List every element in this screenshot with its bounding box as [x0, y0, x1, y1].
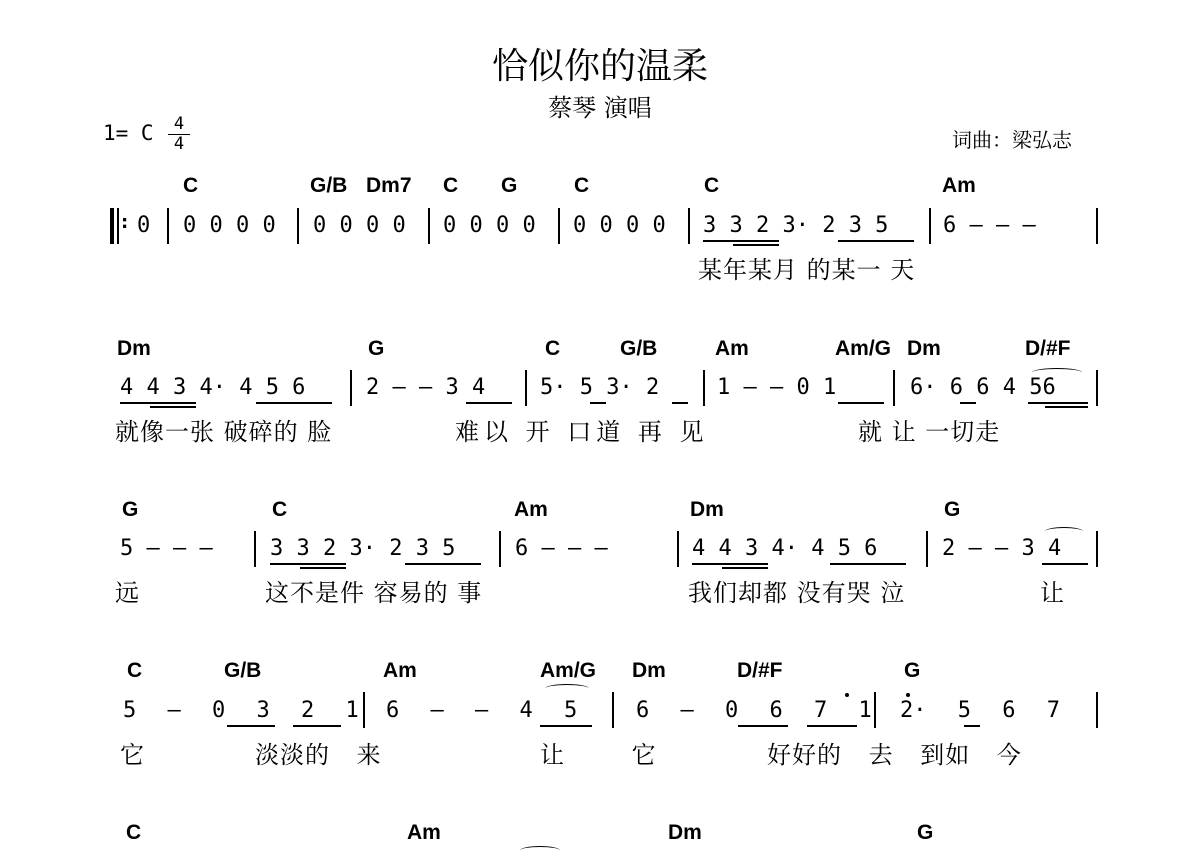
- chord: Am/G: [835, 337, 892, 360]
- slur: [1032, 368, 1082, 377]
- chord: G: [122, 498, 139, 521]
- chord: D/#F: [737, 659, 783, 682]
- beam: [300, 567, 346, 569]
- beam: [540, 725, 592, 727]
- slur: [545, 684, 589, 693]
- chord: G: [917, 821, 934, 844]
- measure: 2 – – 3 4: [942, 536, 1062, 561]
- barline: [363, 692, 365, 728]
- beam: [838, 402, 884, 404]
- beam: [960, 402, 976, 404]
- chord: C: [574, 174, 590, 197]
- beam: [227, 725, 275, 727]
- beam: [150, 406, 196, 408]
- chord: G: [944, 498, 961, 521]
- measure: 5 – – –: [120, 536, 213, 561]
- lyric: 远: [115, 579, 140, 607]
- beam: [722, 567, 768, 569]
- barline: [499, 531, 501, 567]
- measure: 0 0 0 0: [573, 213, 666, 238]
- beam: [1042, 563, 1088, 565]
- beam: [293, 725, 341, 727]
- chord: G: [501, 174, 518, 197]
- measure: 5· 5 3· 2: [540, 375, 660, 400]
- performer: 蔡琴 演唱: [548, 94, 652, 122]
- chord: Dm: [690, 498, 724, 521]
- chord: G/B: [310, 174, 348, 197]
- measure: 4 4 3 4· 4 5 6: [692, 536, 878, 561]
- lyric: 就像一张 破碎的 脸: [115, 418, 333, 446]
- barline: [688, 208, 690, 244]
- chord: G/B: [224, 659, 262, 682]
- measure: 1 – – 0 1: [717, 375, 837, 400]
- measure: 6 – 0 6 7 1: [636, 698, 872, 723]
- barline: [350, 370, 352, 406]
- credits: 词曲：梁弘志: [952, 128, 1072, 152]
- measure: 0 0 0 0: [183, 213, 276, 238]
- chord: Dm: [668, 821, 702, 844]
- chord: Dm: [632, 659, 666, 682]
- chord: C: [126, 821, 142, 844]
- barline: [1096, 531, 1098, 567]
- barline: [703, 370, 705, 406]
- barline: [893, 370, 895, 406]
- chord: Dm: [117, 337, 151, 360]
- chord: Am: [383, 659, 417, 682]
- barline: [428, 208, 430, 244]
- beam: [692, 563, 768, 565]
- chord: C: [183, 174, 199, 197]
- time-signature: 4 4: [168, 116, 190, 153]
- beam: [964, 725, 980, 727]
- chord: Am: [715, 337, 749, 360]
- chord: C: [272, 498, 288, 521]
- lyric: 它: [120, 741, 145, 769]
- lyric: 我们却都 没有哭 泣: [688, 579, 906, 607]
- beam: [120, 402, 196, 404]
- chord: Am: [407, 821, 441, 844]
- chord: G: [368, 337, 385, 360]
- lyric: 难以 开 口道 再 见: [455, 418, 709, 446]
- measure: 3 3 2 3· 2 3 5: [270, 536, 456, 561]
- measure: 6 – – –: [515, 536, 608, 561]
- beam: [807, 725, 857, 727]
- lyric: 这不是件 容易的 事: [265, 579, 483, 607]
- barline: [297, 208, 299, 244]
- lyric: 淡淡的 来: [255, 741, 382, 769]
- measure: 5 – 0 3 2 1: [123, 698, 359, 723]
- measure: 0: [137, 213, 151, 238]
- measure: 2· 5 6 7: [900, 698, 1060, 723]
- beam: [1045, 406, 1088, 408]
- slur: [520, 846, 560, 855]
- chord: C: [127, 659, 143, 682]
- repeat-dots: :: [121, 212, 129, 233]
- beam: [466, 402, 512, 404]
- chord: Am/G: [540, 659, 597, 682]
- barline: [167, 208, 169, 244]
- beam: [733, 244, 779, 246]
- beam: [838, 240, 914, 242]
- chord: C: [443, 174, 459, 197]
- measure: 0 0 0 0: [443, 213, 536, 238]
- lyric: 让: [1040, 579, 1065, 607]
- barline: [612, 692, 614, 728]
- chord: G: [904, 659, 921, 682]
- chord: Dm: [907, 337, 941, 360]
- beam: [405, 563, 481, 565]
- measure: 6 – – –: [943, 213, 1036, 238]
- lyric: 好好的 去 到如 今: [767, 741, 1022, 769]
- high-octave-dot: [906, 693, 910, 697]
- measure: 6· 6 6 4 56: [910, 375, 1056, 400]
- barline: [874, 692, 876, 728]
- beam: [703, 240, 779, 242]
- lyric: 就 让 一切走: [858, 418, 1001, 446]
- lyric: 某年某月 的某一 天: [698, 256, 916, 284]
- beam: [672, 402, 688, 404]
- chord: C: [704, 174, 720, 197]
- key-signature: 1= C: [103, 121, 154, 145]
- slur: [1045, 527, 1083, 536]
- beam: [256, 402, 332, 404]
- barline: [1096, 692, 1098, 728]
- chord: Dm7: [366, 174, 412, 197]
- measure: 4 4 3 4· 4 5 6: [120, 375, 306, 400]
- chord: C: [545, 337, 561, 360]
- chord: Am: [942, 174, 976, 197]
- high-octave-dot: [845, 693, 849, 697]
- repeat-start-barline: [110, 208, 114, 244]
- song-title: 恰似你的温柔: [491, 46, 708, 87]
- barline: [558, 208, 560, 244]
- beam: [590, 402, 606, 404]
- beam: [830, 563, 906, 565]
- barline: [929, 208, 931, 244]
- barline: [926, 531, 928, 567]
- chord: D/#F: [1025, 337, 1071, 360]
- barline: [1096, 370, 1098, 406]
- measure: 2 – – 3 4: [366, 375, 486, 400]
- barline: [1096, 208, 1098, 244]
- measure: 6 – – 4 5: [386, 698, 578, 723]
- chord: Am: [514, 498, 548, 521]
- barline: [254, 531, 256, 567]
- beam: [1028, 402, 1088, 404]
- beam: [270, 563, 346, 565]
- barline: [117, 208, 119, 244]
- measure: 0 0 0 0: [313, 213, 406, 238]
- beam: [738, 725, 788, 727]
- lyric: 让 它: [540, 741, 657, 769]
- barline: [525, 370, 527, 406]
- barline: [677, 531, 679, 567]
- chord: G/B: [620, 337, 658, 360]
- measure: 3 3 2 3· 2 3 5: [703, 213, 889, 238]
